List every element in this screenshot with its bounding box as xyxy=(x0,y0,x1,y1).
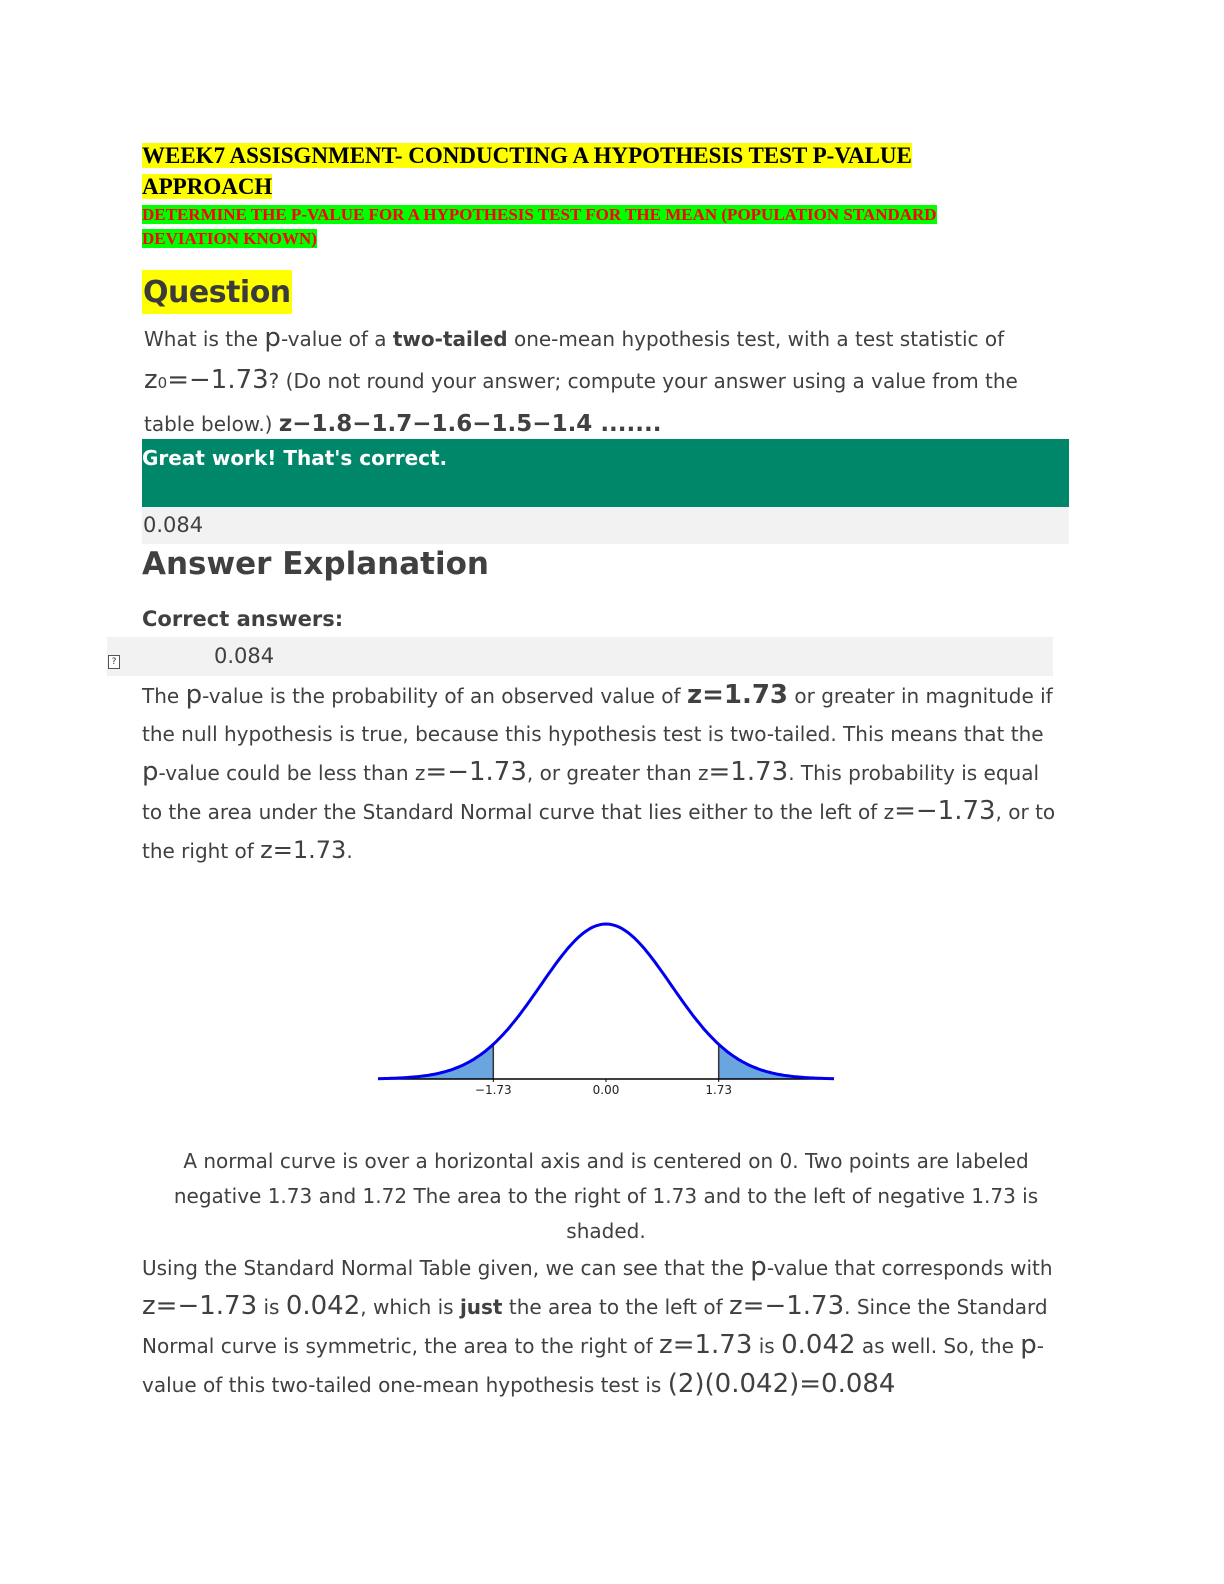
question-text: What is the p-value of a two-tailed one-mean hypothesis test, with a test statistic of z0=−1.73? (Do not round your answer; compute your answer using a value from the table below.) z−1.8−1.7−1.6−1.5−1.4 ....... xyxy=(144,323,1018,437)
x-tick-label: 0.00 xyxy=(592,1083,620,1097)
explanation-paragraph-2: Using the Standard Normal Table given, we can see that the p-value that corresponds with z=−1.73 is 0.042, which is just the area to the left of z=−1.73. Since the Standard Normal curve is symmetric, the area to the right of z=1.73 is 0.042 as well. So, the p-value of this two-tailed one-mean hypothesis test is (2)(0.042)=0.084 xyxy=(142,1252,1053,1399)
correct-answer-value: 0.084 xyxy=(214,644,275,668)
explanation-paragraph-1: The p-value is the probability of an observed value of z=1.73 or greater in magnitude if the null hypothesis is true, because this hypothesis test is two-tailed. This means that the p-value could be less than z=−1.73, or greater than z=1.73. This probability is equal to the area under the Standard Normal curve that lies either to the left of z=−1.73, or to the right of z=1.73. xyxy=(142,680,1056,864)
question-heading: Question xyxy=(142,270,292,314)
inline-z-table: z−1.8−1.7−1.6−1.5−1.4 ....... xyxy=(278,411,662,437)
x-tick-label: 1.73 xyxy=(705,1083,733,1097)
submitted-answer: 0.084 xyxy=(143,513,204,537)
x-tick-label: −1.73 xyxy=(474,1083,512,1097)
explanation-heading: Answer Explanation xyxy=(142,546,489,582)
correct-answers-label: Correct answers: xyxy=(142,607,344,631)
document-subtitle: DETERMINE THE P-VALUE FOR A HYPOTHESIS TEST FOR THE MEAN (POPULATION STANDARD DEVIATION KNOWN) xyxy=(142,205,937,248)
document-title: WEEK7 ASSISGNMENT- CONDUCTING A HYPOTHESIS TEST P-VALUE APPROACH xyxy=(142,143,912,199)
normal-curve-line xyxy=(378,924,834,1079)
missing-image-icon: ? xyxy=(108,655,120,669)
correct-banner-text: Great work! That's correct. xyxy=(142,446,448,470)
chart-caption: A normal curve is over a horizontal axis and is centered on 0. Two points are labeled negative 1.73 and 1.72 The area to the right of 1.73 and to the left of negative 1.73 is shaded. xyxy=(173,1149,1039,1243)
answer-box xyxy=(142,507,1069,544)
normal-curve-chart xyxy=(370,905,850,1105)
